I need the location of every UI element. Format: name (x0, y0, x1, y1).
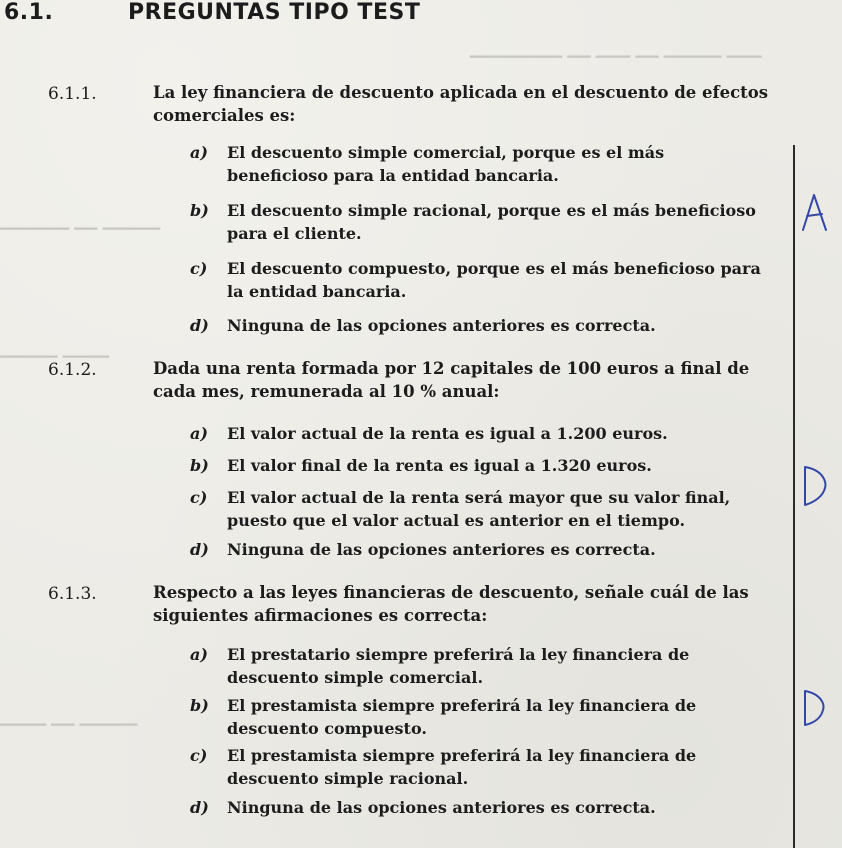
option-text: El prestatario siempre preferirá la ley financiera de descuento simple comercial. (227, 645, 690, 687)
option-text: Ninguna de las opciones anteriores es correcta. (227, 540, 656, 559)
option-item (190, 796, 770, 819)
option-text: El descuento simple racional, porque es el más beneficioso para el cliente. (227, 201, 756, 243)
option-item (190, 199, 770, 245)
question-number: 6.1.2. (48, 360, 97, 380)
bleed-through-text: ▁▁▁ ▁▁▁▁▁ ▁▁ ▁▁▁ ▁▁ ▁▁▁▁▁▁▁▁ (470, 40, 762, 58)
option-text: Ninguna de las opciones anteriores es correcta. (227, 316, 656, 335)
option-letter: d) (190, 540, 209, 559)
option-letter: a) (190, 424, 208, 443)
question-stem: La ley financiera de descuento aplicada en el descuento de efectos comerciales es: (153, 83, 769, 125)
section-title: PREGUNTAS TIPO TEST (128, 0, 421, 25)
bleed-through-text: ▁▁▁▁ ▁▁▁▁▁ (0, 340, 110, 358)
option-text: Ninguna de las opciones anteriores es correcta. (227, 798, 656, 817)
option-letter: d) (190, 316, 209, 335)
option-text: El valor final de la renta es igual a 1.320 euros. (227, 456, 652, 475)
option-letter: d) (190, 798, 209, 817)
option-item (190, 643, 770, 689)
option-letter: b) (190, 201, 209, 220)
option-item (190, 486, 770, 532)
question-stem: Respecto a las leyes financieras de descuento, señale cuál de las siguientes afirmaciones es correcta: (153, 583, 749, 625)
option-text: El descuento simple comercial, porque es el más beneficioso para la entidad bancaria. (227, 143, 665, 185)
question-stem: Dada una renta formada por 12 capitales de 100 euros a final de cada mes, remunerada al 10 % anual: (153, 359, 750, 401)
question-number: 6.1.1. (48, 84, 97, 104)
option-text: El prestamista siempre preferirá la ley financiera de descuento simple racional. (227, 746, 697, 788)
option-item (190, 744, 770, 790)
option-text: El valor actual de la renta será mayor que su valor final, puesto que el valor actual es anterior en el tiempo. (227, 488, 731, 530)
option-item (190, 314, 770, 337)
option-item (190, 538, 770, 561)
page-edge-rule (793, 145, 795, 848)
option-letter: a) (190, 645, 208, 664)
bleed-through-text: ▁▁▁▁▁ ▁▁ ▁▁▁▁ (0, 708, 138, 726)
option-text: El valor actual de la renta es igual a 1.200 euros. (227, 424, 668, 443)
question-number: 6.1.3. (48, 584, 97, 604)
option-letter: c) (190, 259, 208, 278)
option-item (190, 694, 770, 740)
option-item (190, 454, 770, 477)
option-letter: c) (190, 746, 208, 765)
handwritten-answer-mark (800, 192, 830, 232)
option-item (190, 141, 770, 187)
option-item (190, 422, 770, 445)
option-item (190, 257, 770, 303)
option-letter: b) (190, 696, 209, 715)
handwritten-answer-mark (801, 464, 829, 508)
bleed-through-text: ▁▁▁▁▁ ▁▁ ▁▁▁▁▁▁ (0, 212, 161, 230)
option-text: El descuento compuesto, porque es el más beneficioso para la entidad bancaria. (227, 259, 761, 301)
section-number: 6.1. (4, 0, 54, 25)
option-text: El prestamista siempre preferirá la ley financiera de descuento compuesto. (227, 696, 697, 738)
option-letter: a) (190, 143, 208, 162)
option-letter: c) (190, 488, 208, 507)
option-letter: b) (190, 456, 209, 475)
handwritten-answer-mark (801, 688, 827, 728)
